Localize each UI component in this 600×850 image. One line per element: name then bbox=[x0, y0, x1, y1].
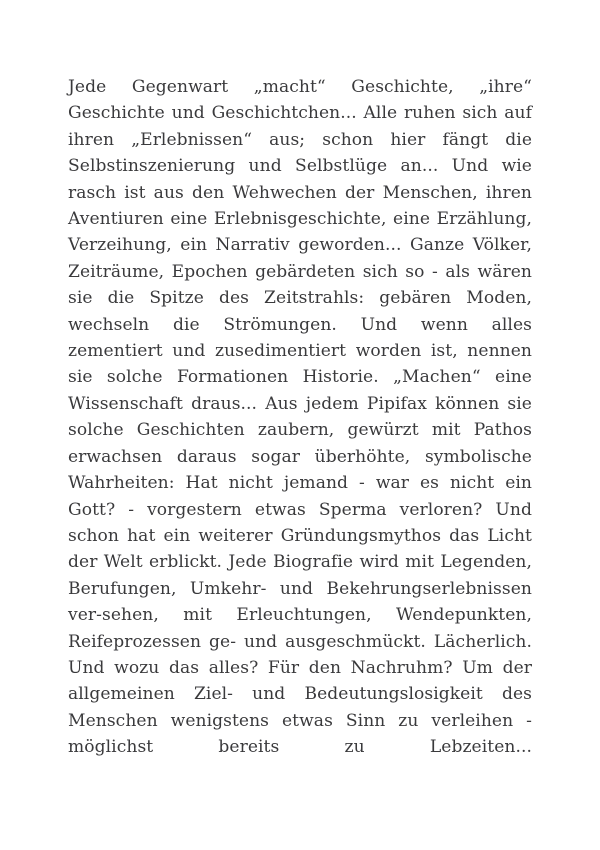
body-paragraph: Jede Gegenwart „macht“ Geschichte, „ihre“ Geschichte und Geschichtchen... Alle ruhen sich auf ihren „Erlebnissen“ aus; schon hier fängt die Selbstinszenierung und Selbstlüge an... Und wie rasch ist aus den Wehwechen der Menschen, ihren Aventiuren eine Erlebnisgeschichte, eine Erzählung, Verzeihung, ein Narrativ geworden... Ganze Völker, Zeiträume, Epochen gebärdeten sich so - als wären sie die Spitze des Zeitstrahls: gebären Moden, wechseln die Strömungen. Und wenn alles zementiert und zusedimentiert worden ist, nennen sie solche Formationen Historie. „Machen“ eine Wissenschaft draus... Aus jedem Pipifax können sie solche Geschichten zaubern, gewürzt mit Pathos erwachsen daraus sogar überhöhte, symbolische Wahrheiten: Hat nicht jemand - war es nicht ein Gott? - vorgestern etwas Sperma verloren? Und schon hat ein weiterer Gründungsmythos das Licht der Welt erblickt. Jede Biografie wird mit Legenden, Berufungen, Umkehr- und Bekehrungserlebnissen ver-sehen, mit Erleuchtungen, Wendepunkten, Reifeprozessen ge- und ausgeschmückt. Lächerlich. Und wozu das alles? Für den Nachruhm? Um der allgemeinen Ziel- und Bedeutungslosigkeit des Menschen wenigstens etwas Sinn zu verleihen - möglichst bereits zu Lebzeiten... bbox=[68, 77, 532, 758]
body-text-block bbox=[68, 74, 532, 787]
